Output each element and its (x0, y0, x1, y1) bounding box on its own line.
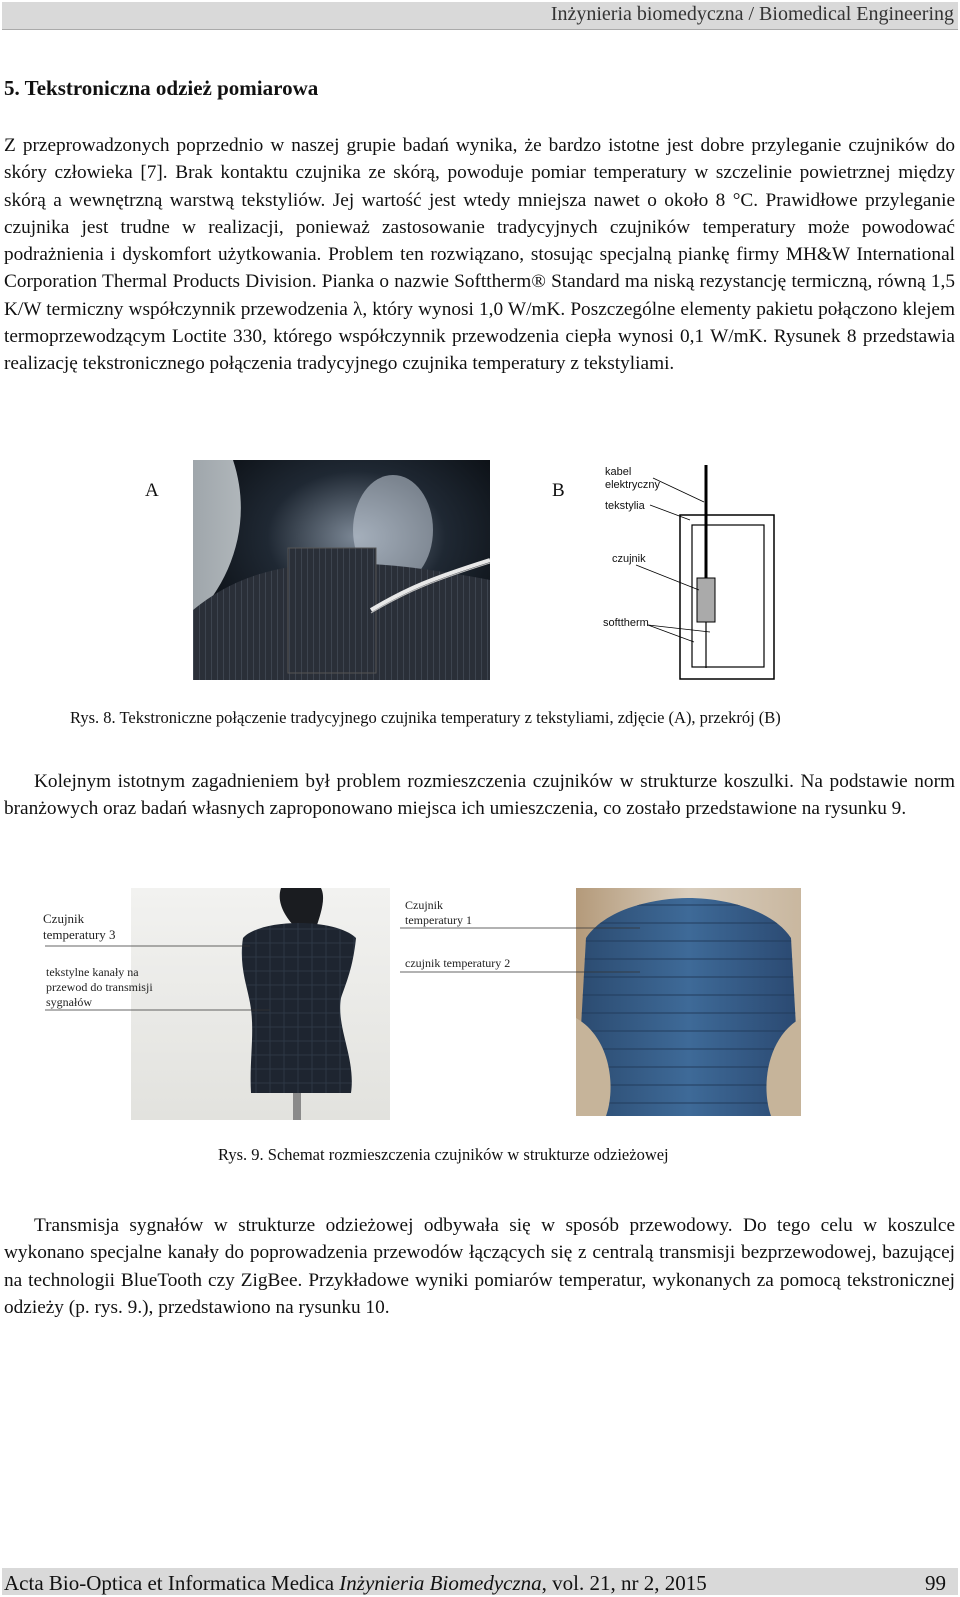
fig8-label-elektryczny: elektryczny (605, 479, 661, 491)
running-header: Inżynieria biomedyczna / Biomedical Engineering (550, 3, 954, 25)
running-footer: Acta Bio-Optica et Informatica Medica Inżynieria Biomedyczna, vol. 21, nr 2, 2015 (4, 1571, 707, 1595)
fig9-label-sensor1: Czujnik temperatury 1 (405, 898, 472, 927)
fig8-label-b: B (552, 480, 565, 501)
fig9-label-sensor2: czujnik temperatury 2 (405, 956, 511, 970)
fig8-label-kabel: kabel (605, 466, 632, 478)
page-number: 99 (925, 1571, 946, 1595)
section-title: 5. Tekstroniczna odzież pomiarowa (4, 76, 319, 100)
fig8-caption: Rys. 8. Tekstroniczne połączenie tradycyjnego czujnika temperatury z tekstyliami, zdjęcie (A), przekrój (B) (70, 708, 781, 727)
paragraph-sensor-placement: Kolejnym istotnym zagadnieniem był problem rozmieszczenia czujników w strukturze koszulki. Na podstawie norm branżowych oraz badań własnych zaproponowano miejsca ich umieszczenia, co zostało przedstawione na rysunku 9. (4, 771, 955, 820)
fig8-label-tekstylia: tekstylia (605, 500, 645, 512)
fig9-label-channels: tekstylne kanały na przewod do transmisji sygnałów (46, 965, 153, 1009)
fig9-caption: Rys. 9. Schemat rozmieszczenia czujników w strukturze odzieżowej (218, 1145, 669, 1164)
fig8-label-czujnik: czujnik (612, 553, 646, 565)
fig9-label-sensor3: Czujnik temperatury 3 (43, 911, 116, 942)
paragraph-sensor-adhesion: Z przeprowadzonych poprzednio w naszej grupie badań wynika, że bardzo istotne jest dobre przyleganie czujników do skóry człowieka [7]. Brak kontaktu czujnika ze skórą, powoduje pomiar temperatury w szczelinie powietrznej między skórą a wewnętrzną warstwą tekstyliów. Jej wartość jest wtedy mniejsza nawet o około 8 °C. Prawidłowe przyleganie czujnika jest trudne w realizacji, ponieważ zastosowanie tradycyjnych czujników temperatury może powodować podrażnienia i dyskomfort użytkowania. Problem ten rozwiązano, stosując specjalną piankę firmy MH&W International Corporation Thermal Products Division. Pianka o nazwie Softtherm® Standard ma niską rezystancję termiczną, równą 1,5 K/W termiczny współczynnik przewodzenia λ, który wynosi 1,0 W/mK. Poszczególne elementy pakietu połączono klejem termoprzewodzącym Loctite 330, którego współczynnik przewodzenia ciepła wynosi 0,1 W/mK. Rysunek 8 przedstawia realizację tekstronicznego połączenia tradycyjnego czujnika temperatury z tekstyliami. (4, 135, 955, 375)
fig8-label-a: A (145, 480, 159, 501)
fig8-label-softtherm: softtherm (603, 617, 649, 629)
paragraph-signal-transmission: Transmisja sygnałów w strukturze odzieżowej odbywała się w sposób przewodowy. Do tego celu w koszulce wykonano specjalne kanały do poprowadzenia przewodów łączących się z centralą transmisji bezprzewodowej, bazującej na technologii BlueTooth czy ZigBee. Przykładowe wyniki pomiarów temperatur, wykonanych za pomocą tekstronicznej odzieży (p. rys. 9.), przedstawiono na rysunku 10. (4, 1215, 955, 1318)
